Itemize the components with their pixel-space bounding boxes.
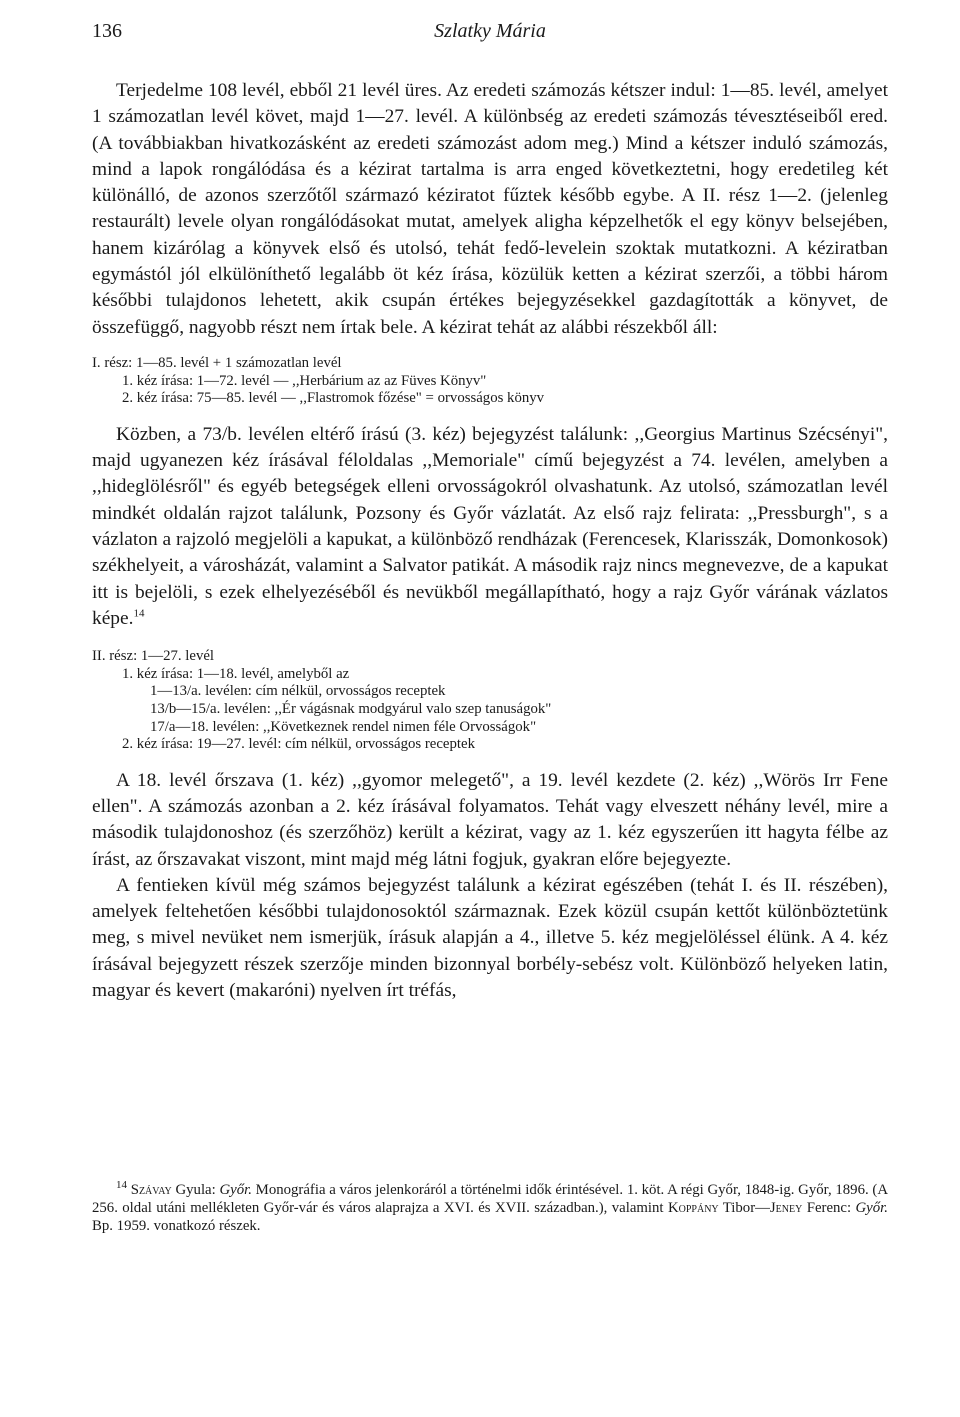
footnote-author-rest: Gyula: [171, 1182, 220, 1198]
footnote-text-2: Bp. 1959. vonatkozó részek. [92, 1218, 261, 1235]
list-item: 1—13/a. levélen: cím nélkül, orvosságos receptek [150, 683, 446, 700]
running-head: Szlatky Mária [434, 20, 546, 42]
paragraph-catchword: A 18. levél őrszava (1. kéz) ,,gyomor melegető", a 19. levél kezdete (2. kéz) ,,Wörös Irr Fene ellen". A számozás azonban a 2. kéz írásával folyamatos. Tehát vagy elveszett néhány levél, mire a második tulajdonoshoz (és szerzőhöz) került a kézirat, vagy az 1. kéz egyszerűen itt hagyta félbe az írást, az őrszavakat viszont, mint majd még látni fogjuk, gyakran előre bejegyezte. [92, 769, 888, 870]
list-item: 2. kéz írása: 19—27. levél: cím nélkül, orvosságos receptek [122, 736, 475, 753]
footnote-14 [92, 1181, 888, 1236]
footnote-title-2: Győr. [855, 1200, 888, 1217]
list-item: 13/b—15/a. levélen: ,,Ér vágásnak modgyárul valo szep tanuságok" [150, 700, 552, 717]
page-number: 136 [92, 20, 122, 42]
list-item: I. rész: 1—85. levél + 1 számozatlan levél [92, 354, 342, 371]
part-two-list [92, 648, 888, 754]
list-item: 17/a—18. levélen: ,,Következnek rendel nimen féle Orvosságok" [150, 718, 537, 735]
part-one-list [92, 355, 888, 408]
footnote-number: 14 [116, 1179, 127, 1192]
footnote-author-2-rest: Tibor— [718, 1200, 770, 1217]
body-text [92, 78, 888, 1004]
footnote-ref: 14 [133, 607, 145, 620]
list-item: 1. kéz írása: 1—18. levél, amelyből az [122, 665, 350, 682]
footnote-text: Monográfia a város jelenkoráról a történelmi idők érintésével. 1. köt. A régi Győr, 1848-ig. Győr, 1896. (A 256. oldal utáni mellékleten Győr-vár és város alaprajza a XVI. és XVII. században.), valamint [92, 1182, 889, 1217]
footnote-author-3-rest: Ferenc: [802, 1200, 856, 1217]
paragraph-drawings [92, 422, 888, 632]
paragraph-intro: Terjedelme 108 levél, ebből 21 levél üres. Az eredeti számozás kétszer indul: 1—85. levél, amelyet 1 számozatlan levél követ, majd 1—27. levél. A különbség az eredeti számozás tévesztéseiből ered. (A továbbiakban hivatkozásként az eredeti számozást adom meg.) Mind a kétszer induló számozás, mind a lapok rongálódása és a kézirat tartalma is arra enged következtetni, hogy eredetileg két különálló, de azonos szerzőtől származó kéziratot fűztek később egybe. A II. rész 1—2. (jelenleg restaurált) levele olyan rongálódásokat mutat, amelyek aligha képzelhetők el egy könyv belsejében, hanem kizárólag a könyvek első és utolsó, tehát fedő-levelein szoktak mutatkozni. A kéziratban egymástól jól elkülöníthető legalább öt kéz írása, közülük ketten a kézirat szerzői, a többi három későbbi tulajdonos lehetett, akik csupán értékes bejegyzésekkel gazdagították a könyvet, de összefüggő, nagyobb részt nem írtak bele. A kézirat tehát az alábbi részekből áll: [92, 80, 888, 338]
paragraph-later-owners: A fentieken kívül még számos bejegyzést találunk a kézirat egészében (tehát I. és II. részében), amelyek feltehetően későbbi tulajdonosoktól származnak. Ezek közül csupán kettőt különböztetünk meg, s mivel nevüket nem ismerjük, írásuk alapján a 4., illetve 5. kéz megjelöléssel élünk. A 4. kéz írásával bejegyzett részek szerzője minden bizonnyal borbély-sebész volt. Különböző helyeken latin, magyar és kevert (makaróni) nyelven írt tréfás, [92, 874, 888, 1002]
footnote-title: Győr. [219, 1182, 252, 1198]
list-item: 2. kéz írása: 75—85. levél — ,,Flastromok főzése" = orvosságos könyv [122, 390, 545, 407]
footnote-author-2: Koppány [667, 1200, 719, 1217]
list-item: 1. kéz írása: 1—72. levél — ,,Herbárium az az Füves Könyv" [122, 372, 487, 389]
page-header [92, 20, 888, 50]
footnote-author-3: Jeney [769, 1200, 803, 1217]
list-item: II. rész: 1—27. levél [92, 648, 215, 665]
footnote-author: Szávay [130, 1182, 172, 1198]
paragraph-drawings-text: Közben, a 73/b. levélen eltérő írású (3. kéz) bejegyzést találunk: ,,Georgius Martinus Szécsényi", majd ugyanezen kéz írásával féloldalas ,,Memoriale" című bejegyzést a 74. levélen, amelyben a ,,hideglölésről" és egyéb betegségek elleni orvosságokról olvashatunk. Az utolsó, számozatlan levél mindkét oldalán rajzot találunk, Pozsony és Győr vázlatát. Az első rajz felirata: ,,Pressburgh", s a vázlaton a rajzoló megjelöli a kapukat, a különböző rendházak (Ferencesek, Klarisszák, Domonkosok) székhelyeit, a városházát, valamint a Salvator patikát. A második rajz nincs megnevezve, de a kapukat itt is bejelöli, s ezek elhelyezéséből és nevükből megállapítható, hogy a rajz Győr várának vázlatos képe. [92, 423, 888, 629]
